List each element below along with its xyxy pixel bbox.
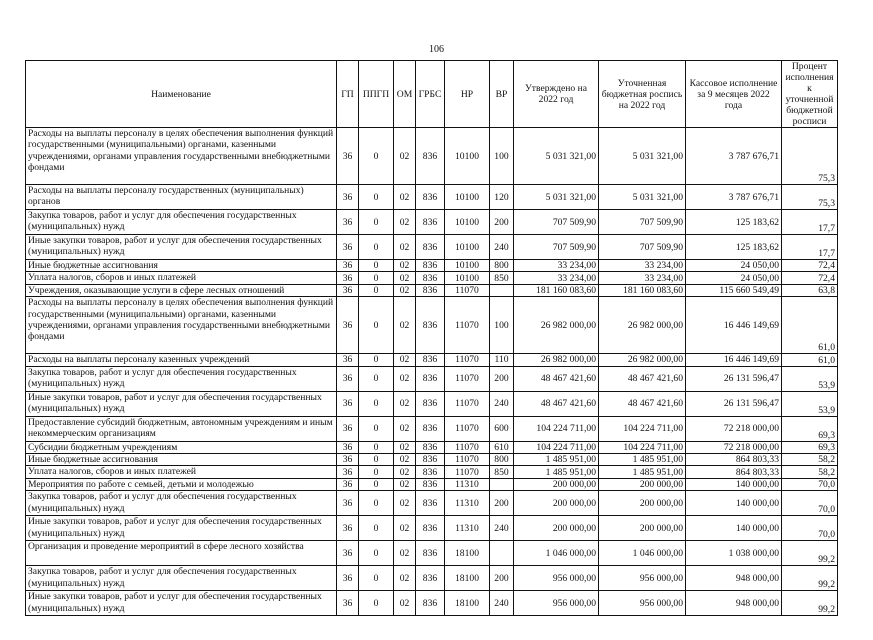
cell-np: 11070 [445,284,490,296]
cell-om: 02 [394,416,416,441]
cell-gp: 36 [337,391,359,416]
cell-ppgp: 0 [359,354,394,366]
cell-vr: 200 [490,366,514,391]
cell-om: 02 [394,210,416,235]
cell-cash: 864 803,33 [686,454,782,466]
cell-percent: 72,4 [782,272,838,284]
cell-gp: 36 [337,454,359,466]
cell-gp: 36 [337,491,359,516]
cell-gp: 36 [337,416,359,441]
cell-cash: 3 787 676,71 [686,185,782,210]
cell-np: 11070 [445,466,490,478]
table-row [26,454,838,466]
cell-gp: 36 [337,466,359,478]
cell-grbs: 836 [416,416,445,441]
table-row [26,354,838,366]
cell-approved: 200 000,00 [514,491,599,516]
cell-percent: 53,9 [782,391,838,416]
cell-cash: 140 000,00 [686,516,782,541]
cell-cash: 115 660 549,49 [686,284,782,296]
cell-refined: 48 467 421,60 [599,391,686,416]
cell-ppgp: 0 [359,516,394,541]
cell-name: Иные закупки товаров, работ и услуг для обеспечения государственных (муниципальных) нужд [26,591,337,616]
cell-approved: 200 000,00 [514,516,599,541]
cell-approved: 707 509,90 [514,235,599,260]
cell-ppgp: 0 [359,416,394,441]
cell-refined: 707 509,90 [599,210,686,235]
cell-refined: 104 224 711,00 [599,416,686,441]
cell-gp: 36 [337,297,359,354]
cell-ppgp: 0 [359,260,394,272]
cell-cash: 3 787 676,71 [686,128,782,185]
header-approved: Утверждено на 2022 год [514,61,599,128]
header-refined: Уточненная бюджетная роспись на 2022 год [599,61,686,128]
cell-vr: 850 [490,272,514,284]
cell-om: 02 [394,297,416,354]
cell-np: 11310 [445,491,490,516]
cell-percent: 58,2 [782,466,838,478]
cell-np: 11070 [445,454,490,466]
cell-om: 02 [394,441,416,453]
cell-approved: 26 982 000,00 [514,297,599,354]
cell-percent: 70,0 [782,478,838,490]
cell-approved: 5 031 321,00 [514,128,599,185]
cell-ppgp: 0 [359,297,394,354]
header-row [26,61,838,128]
cell-cash: 1 038 000,00 [686,541,782,566]
cell-gp: 36 [337,516,359,541]
cell-name: Иные закупки товаров, работ и услуг для обеспечения государственных (муниципальных) нужд [26,235,337,260]
table-row [26,491,838,516]
cell-name: Закупка товаров, работ и услуг для обеспечения государственных (муниципальных) нужд [26,210,337,235]
cell-ppgp: 0 [359,491,394,516]
table-row [26,478,838,490]
cell-om: 02 [394,454,416,466]
cell-np: 10100 [445,210,490,235]
cell-cash: 140 000,00 [686,478,782,490]
cell-vr [490,284,514,296]
header-percent: Процент исполнения к уточненной бюджетной росписи [782,61,838,128]
cell-np: 11070 [445,354,490,366]
cell-approved: 33 234,00 [514,260,599,272]
cell-om: 02 [394,354,416,366]
cell-np: 11070 [445,441,490,453]
cell-np: 10100 [445,185,490,210]
page-number: 106 [429,44,444,55]
cell-grbs: 836 [416,185,445,210]
cell-approved: 104 224 711,00 [514,441,599,453]
cell-gp: 36 [337,566,359,591]
cell-cash: 72 218 000,00 [686,416,782,441]
header-np: НР [445,61,490,128]
cell-vr: 600 [490,416,514,441]
cell-grbs: 836 [416,235,445,260]
table-row [26,260,838,272]
table-row [26,185,838,210]
cell-name: Организация и проведение мероприятий в сфере лесного хозяйства [26,541,337,566]
cell-name: Закупка товаров, работ и услуг для обеспечения государственных (муниципальных) нужд [26,566,337,591]
table-row [26,391,838,416]
cell-refined: 33 234,00 [599,272,686,284]
table-row [26,297,838,354]
cell-refined: 1 046 000,00 [599,541,686,566]
cell-gp: 36 [337,354,359,366]
cell-grbs: 836 [416,591,445,616]
cell-np: 11310 [445,478,490,490]
cell-np: 11070 [445,391,490,416]
cell-vr: 800 [490,454,514,466]
cell-vr: 240 [490,516,514,541]
cell-cash: 864 803,33 [686,466,782,478]
cell-grbs: 836 [416,516,445,541]
cell-percent: 63,8 [782,284,838,296]
cell-grbs: 836 [416,260,445,272]
header-grbs: ГРБС [416,61,445,128]
cell-percent: 72,4 [782,260,838,272]
cell-om: 02 [394,272,416,284]
cell-name: Учреждения, оказывающие услуги в сфере лесных отношений [26,284,337,296]
cell-name: Уплата налогов, сборов и иных платежей [26,272,337,284]
cell-om: 02 [394,284,416,296]
cell-grbs: 836 [416,466,445,478]
cell-approved: 200 000,00 [514,478,599,490]
cell-np: 18100 [445,541,490,566]
cell-ppgp: 0 [359,541,394,566]
cell-np: 18100 [445,591,490,616]
cell-cash: 24 050,00 [686,260,782,272]
header-vr: ВР [490,61,514,128]
cell-approved: 956 000,00 [514,566,599,591]
cell-vr: 610 [490,441,514,453]
cell-ppgp: 0 [359,566,394,591]
cell-grbs: 836 [416,441,445,453]
table-row [26,466,838,478]
cell-vr: 240 [490,391,514,416]
cell-refined: 1 485 951,00 [599,454,686,466]
cell-gp: 36 [337,478,359,490]
cell-grbs: 836 [416,210,445,235]
cell-cash: 125 183,62 [686,210,782,235]
cell-name: Иные закупки товаров, работ и услуг для обеспечения государственных (муниципальных) нужд [26,391,337,416]
cell-name: Иные закупки товаров, работ и услуг для обеспечения государственных (муниципальных) нужд [26,516,337,541]
cell-np: 11070 [445,416,490,441]
cell-ppgp: 0 [359,210,394,235]
cell-percent: 70,0 [782,491,838,516]
table-row [26,566,838,591]
table-row [26,591,838,616]
cell-refined: 5 031 321,00 [599,185,686,210]
cell-grbs: 836 [416,541,445,566]
cell-refined: 956 000,00 [599,591,686,616]
cell-vr: 240 [490,591,514,616]
cell-ppgp: 0 [359,128,394,185]
cell-name: Мероприятия по работе с семьей, детьми и молодежью [26,478,337,490]
cell-vr [490,541,514,566]
cell-approved: 707 509,90 [514,210,599,235]
cell-gp: 36 [337,284,359,296]
cell-name: Иные бюджетные ассигнования [26,454,337,466]
cell-grbs: 836 [416,272,445,284]
cell-refined: 26 982 000,00 [599,354,686,366]
cell-np: 10100 [445,260,490,272]
cell-name: Уплата налогов, сборов и иных платежей [26,466,337,478]
cell-ppgp: 0 [359,454,394,466]
cell-percent: 99,2 [782,541,838,566]
cell-ppgp: 0 [359,478,394,490]
cell-cash: 72 218 000,00 [686,441,782,453]
cell-ppgp: 0 [359,441,394,453]
cell-name: Закупка товаров, работ и услуг для обеспечения государственных (муниципальных) нужд [26,366,337,391]
cell-percent: 99,2 [782,591,838,616]
table-row [26,441,838,453]
header-om: ОМ [394,61,416,128]
cell-vr: 120 [490,185,514,210]
cell-refined: 104 224 711,00 [599,441,686,453]
cell-ppgp: 0 [359,272,394,284]
table-row [26,210,838,235]
cell-approved: 1 485 951,00 [514,466,599,478]
cell-name: Расходы на выплаты персоналу в целях обеспечения выполнения функций государственными (муниципальными) органами, казенными учреждениями, органами управления государственными внебюджетными фондами [26,297,337,354]
cell-vr: 240 [490,235,514,260]
table-row [26,416,838,441]
cell-approved: 48 467 421,60 [514,391,599,416]
cell-name: Закупка товаров, работ и услуг для обеспечения государственных (муниципальных) нужд [26,491,337,516]
cell-percent: 61,0 [782,297,838,354]
cell-cash: 26 131 596,47 [686,391,782,416]
cell-percent: 58,2 [782,454,838,466]
cell-refined: 26 982 000,00 [599,297,686,354]
cell-refined: 200 000,00 [599,516,686,541]
cell-vr: 100 [490,128,514,185]
cell-refined: 956 000,00 [599,566,686,591]
header-gp: ГП [337,61,359,128]
cell-ppgp: 0 [359,391,394,416]
cell-om: 02 [394,260,416,272]
cell-om: 02 [394,185,416,210]
header-ppgp: ППГП [359,61,394,128]
cell-percent: 17,7 [782,210,838,235]
header-name: Наименование [26,61,337,128]
cell-grbs: 836 [416,128,445,185]
cell-gp: 36 [337,185,359,210]
cell-gp: 36 [337,272,359,284]
cell-cash: 125 183,62 [686,235,782,260]
cell-name: Расходы на выплаты персоналу в целях обеспечения выполнения функций государственными (муниципальными) органами, казенными учреждениями, органами управления государственными внебюджетными фондами [26,128,337,185]
cell-om: 02 [394,541,416,566]
cell-approved: 48 467 421,60 [514,366,599,391]
cell-np: 10100 [445,272,490,284]
cell-vr [490,478,514,490]
cell-vr: 100 [490,297,514,354]
cell-gp: 36 [337,591,359,616]
cell-grbs: 836 [416,366,445,391]
cell-approved: 1 046 000,00 [514,541,599,566]
cell-gp: 36 [337,210,359,235]
cell-name: Расходы на выплаты персоналу казенных учреждений [26,354,337,366]
cell-grbs: 836 [416,354,445,366]
table-row [26,366,838,391]
cell-cash: 948 000,00 [686,591,782,616]
cell-refined: 200 000,00 [599,491,686,516]
cell-percent: 75,3 [782,185,838,210]
table-row [26,516,838,541]
cell-gp: 36 [337,128,359,185]
cell-approved: 181 160 083,60 [514,284,599,296]
cell-ppgp: 0 [359,284,394,296]
cell-refined: 181 160 083,60 [599,284,686,296]
cell-name: Субсидии бюджетным учреждениям [26,441,337,453]
cell-np: 10100 [445,128,490,185]
cell-vr: 200 [490,566,514,591]
cell-grbs: 836 [416,491,445,516]
cell-refined: 1 485 951,00 [599,466,686,478]
cell-gp: 36 [337,366,359,391]
cell-approved: 104 224 711,00 [514,416,599,441]
cell-np: 18100 [445,566,490,591]
cell-om: 02 [394,466,416,478]
cell-percent: 99,2 [782,566,838,591]
cell-approved: 26 982 000,00 [514,354,599,366]
cell-refined: 200 000,00 [599,478,686,490]
cell-refined: 48 467 421,60 [599,366,686,391]
cell-np: 11070 [445,366,490,391]
cell-cash: 16 446 149,69 [686,297,782,354]
cell-ppgp: 0 [359,235,394,260]
cell-grbs: 836 [416,284,445,296]
cell-name: Предоставление субсидий бюджетным, автономным учреждениям и иным некоммерческим организациям [26,416,337,441]
cell-om: 02 [394,128,416,185]
cell-refined: 707 509,90 [599,235,686,260]
table-row [26,235,838,260]
cell-refined: 5 031 321,00 [599,128,686,185]
cell-approved: 33 234,00 [514,272,599,284]
cell-percent: 75,3 [782,128,838,185]
cell-percent: 53,9 [782,366,838,391]
cell-vr: 200 [490,210,514,235]
cell-approved: 956 000,00 [514,591,599,616]
cell-approved: 1 485 951,00 [514,454,599,466]
cell-refined: 33 234,00 [599,260,686,272]
cell-om: 02 [394,366,416,391]
cell-percent: 70,0 [782,516,838,541]
cell-percent: 69,3 [782,441,838,453]
cell-om: 02 [394,516,416,541]
cell-grbs: 836 [416,391,445,416]
table-row [26,541,838,566]
cell-grbs: 836 [416,454,445,466]
cell-vr: 110 [490,354,514,366]
cell-ppgp: 0 [359,185,394,210]
cell-approved: 5 031 321,00 [514,185,599,210]
cell-cash: 16 446 149,69 [686,354,782,366]
cell-om: 02 [394,591,416,616]
cell-grbs: 836 [416,566,445,591]
cell-gp: 36 [337,260,359,272]
cell-percent: 61,0 [782,354,838,366]
cell-percent: 69,3 [782,416,838,441]
cell-ppgp: 0 [359,591,394,616]
cell-gp: 36 [337,441,359,453]
cell-om: 02 [394,391,416,416]
cell-ppgp: 0 [359,366,394,391]
cell-om: 02 [394,491,416,516]
cell-np: 11310 [445,516,490,541]
cell-cash: 948 000,00 [686,566,782,591]
table-row [26,128,838,185]
budget-table [25,60,838,616]
cell-np: 11070 [445,297,490,354]
cell-om: 02 [394,478,416,490]
cell-name: Иные бюджетные ассигнования [26,260,337,272]
cell-ppgp: 0 [359,466,394,478]
table-row [26,284,838,296]
cell-cash: 24 050,00 [686,272,782,284]
cell-vr: 200 [490,491,514,516]
cell-np: 10100 [445,235,490,260]
header-cash: Кассовое исполнение за 9 месяцев 2022 года [686,61,782,128]
cell-gp: 36 [337,541,359,566]
cell-gp: 36 [337,235,359,260]
cell-om: 02 [394,566,416,591]
cell-percent: 17,7 [782,235,838,260]
cell-cash: 140 000,00 [686,491,782,516]
cell-vr: 800 [490,260,514,272]
cell-om: 02 [394,235,416,260]
table-row [26,272,838,284]
cell-name: Расходы на выплаты персоналу государственных (муниципальных) органов [26,185,337,210]
cell-vr: 850 [490,466,514,478]
cell-cash: 26 131 596,47 [686,366,782,391]
cell-grbs: 836 [416,297,445,354]
cell-grbs: 836 [416,478,445,490]
